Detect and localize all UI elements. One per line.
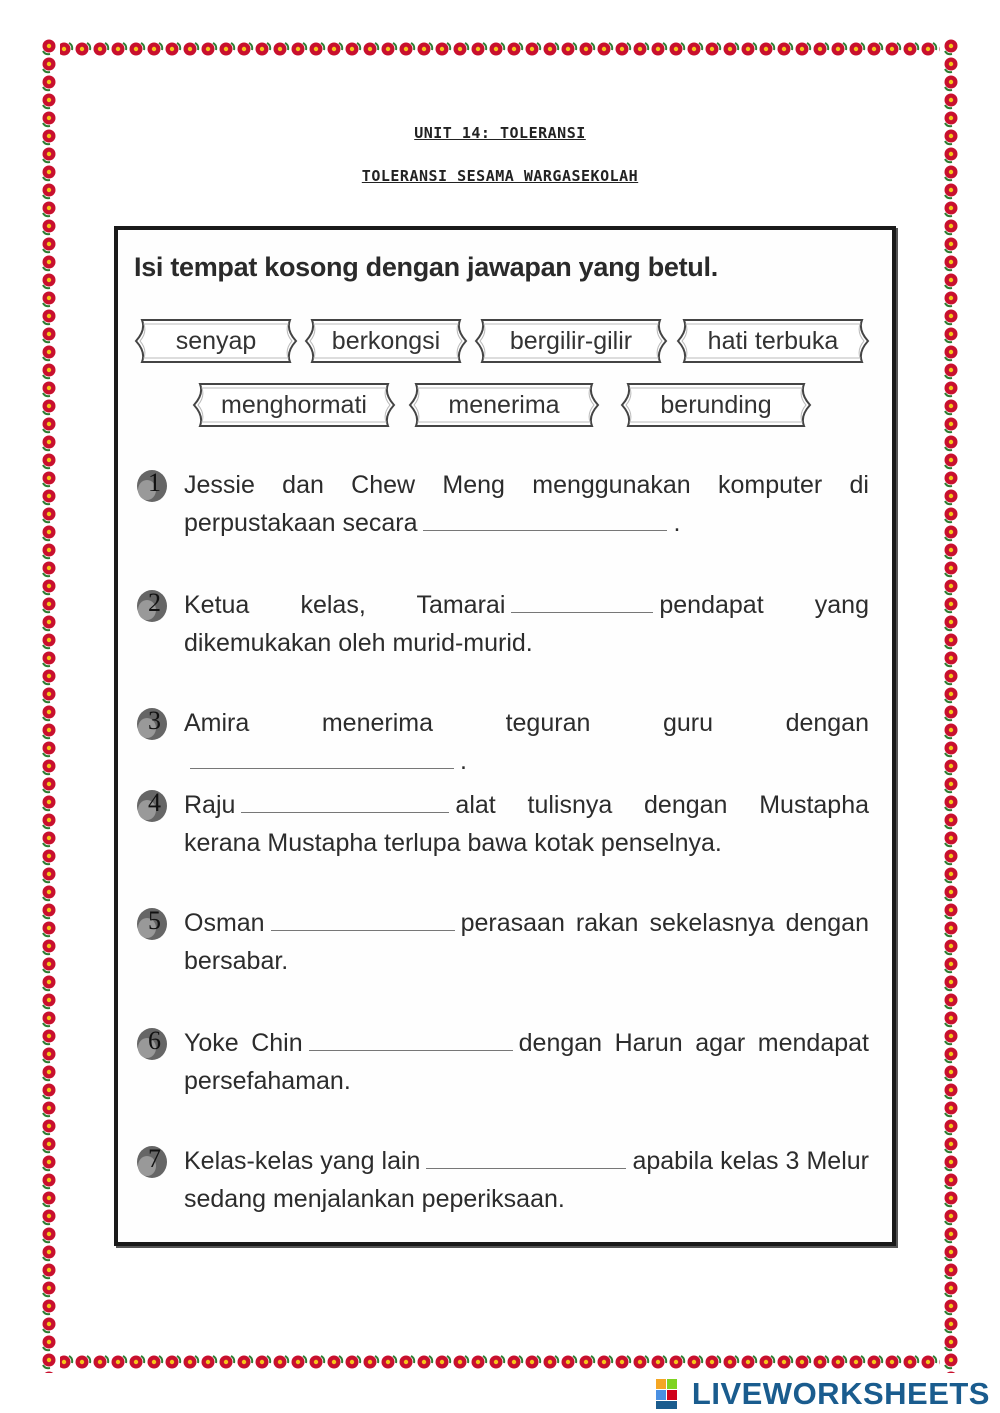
border-right-flowers — [940, 38, 962, 1373]
instruction-text: Isi tempat kosong dengan jawapan yang betul. — [134, 252, 718, 282]
word-bank-item — [406, 380, 602, 430]
answer-blank[interactable] — [190, 744, 454, 769]
question-text-end: apabila kelas 3 Melur sedang menjalankan peperiksaan. — [184, 1147, 869, 1213]
word-bank-label: hati terbuka — [707, 326, 839, 355]
question-number-badge: 2 — [134, 586, 168, 624]
answer-blank[interactable] — [271, 906, 455, 931]
border-bottom-flowers — [38, 1351, 962, 1373]
question-text-end: . — [673, 509, 681, 537]
word-bank-item — [190, 380, 398, 430]
word-bank-item — [472, 316, 670, 366]
unit-title: UNIT 14: TOLERANSI — [414, 124, 586, 142]
question-text: Yoke Chin — [184, 1029, 303, 1057]
question-text-end: . — [460, 747, 467, 775]
word-bank-item — [302, 316, 470, 366]
answer-blank[interactable] — [241, 788, 449, 813]
liveworksheets-logo — [656, 1376, 990, 1412]
question-number-badge: 1 — [134, 466, 168, 504]
word-bank-label: bergilir-gilir — [509, 326, 633, 355]
word-bank-item — [132, 316, 300, 366]
flower-pattern-icon — [940, 38, 962, 1373]
question-number-badge: 5 — [134, 904, 168, 942]
flower-pattern-icon — [38, 38, 60, 1373]
question-text: Ketua kelas, Tamarai — [184, 591, 506, 619]
flower-pattern-icon — [38, 38, 962, 60]
question-text-end: perasaan rakan sekelasnya dengan bersabar. — [184, 909, 869, 975]
border-top-flowers — [38, 38, 962, 60]
question-text-end: alat tulisnya dengan Mustapha kerana Mustapha terlupa bawa kotak penselnya. — [184, 791, 869, 857]
word-bank-label: berunding — [660, 390, 772, 419]
word-bank-label: berkongsi — [331, 326, 441, 355]
liveworksheets-icon — [656, 1379, 690, 1409]
word-bank-item — [674, 316, 872, 366]
page-subtitle: TOLERANSI SESAMA WARGASEKOLAH — [361, 167, 639, 185]
question-text: Raju — [184, 791, 236, 819]
question-text: Kelas-kelas yang lain — [184, 1147, 421, 1175]
question-number-badge: 6 — [134, 1024, 168, 1062]
answer-blank[interactable] — [426, 1144, 626, 1169]
answer-blank[interactable] — [423, 506, 667, 531]
word-bank-label: senyap — [175, 326, 257, 355]
border-left-flowers — [38, 38, 60, 1373]
question-number-badge: 3 — [134, 704, 168, 742]
worksheet-card — [114, 226, 896, 1246]
word-bank-item — [618, 380, 814, 430]
question-number-badge: 7 — [134, 1142, 168, 1180]
question-text-end: dengan Harun agar mendapat persefahaman. — [184, 1029, 869, 1095]
word-bank-label: menerima — [448, 390, 560, 419]
question-text: Osman — [184, 909, 265, 937]
word-bank-label: menghormati — [221, 390, 367, 419]
brand-text: LIVEWORKSHEETS — [691, 1376, 990, 1411]
question-number-badge: 4 — [134, 786, 168, 824]
flower-pattern-icon — [38, 1351, 962, 1373]
question-text: Jessie dan Chew Meng menggunakan komputer di perpustakaan secara — [184, 471, 869, 537]
answer-blank[interactable] — [511, 588, 653, 613]
answer-blank[interactable] — [309, 1026, 513, 1051]
question-text-end: pendapat yang dikemukakan oleh murid-murid. — [184, 591, 869, 657]
question-text: Amira menerima teguran guru dengan — [184, 709, 869, 737]
